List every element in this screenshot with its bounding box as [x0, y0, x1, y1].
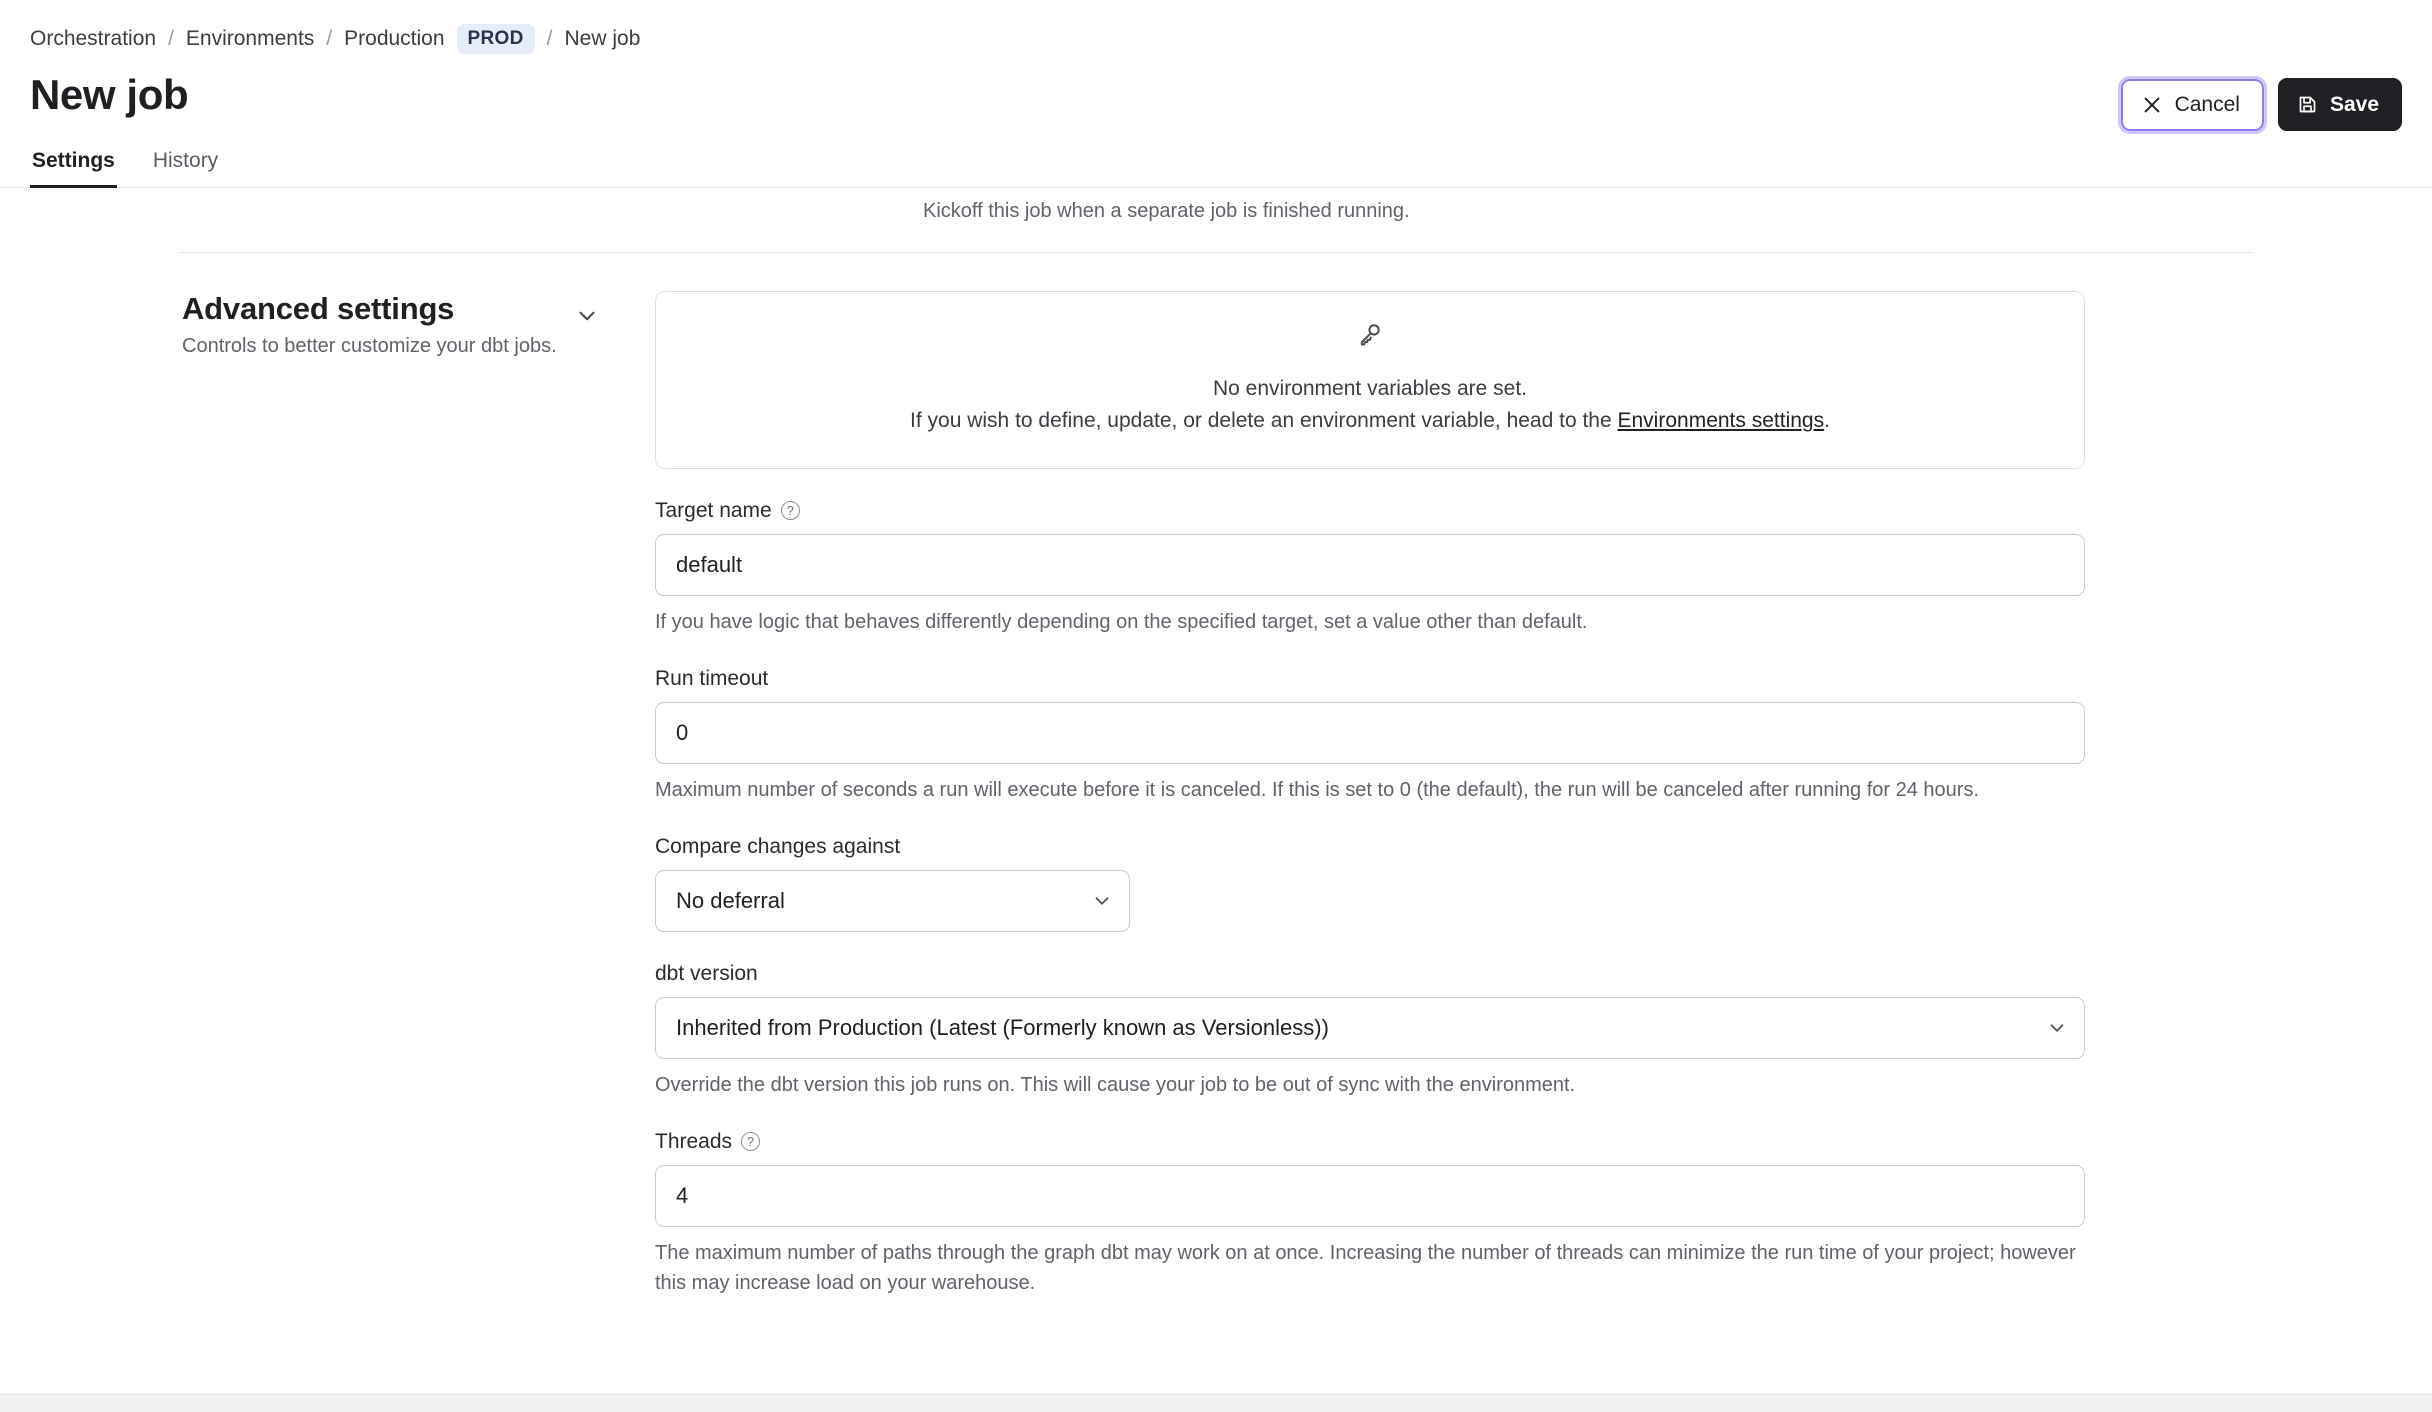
threads-label-row [655, 1130, 2085, 1154]
run-timeout-hint: Maximum number of seconds a run will execute before it is canceled. If this is set to 0 (the default), the run will be canceled after running for 24 hours. [655, 778, 1980, 801]
advanced-settings-subtitle: Controls to better customize your dbt jobs. [182, 335, 557, 357]
settings-content [0, 188, 2432, 1298]
callout-line-2-suffix: . [1824, 409, 1830, 433]
triggers-section-hint: Kickoff this job when a separate job is finished running. [923, 200, 1410, 222]
run-timeout-label: Run timeout [655, 666, 769, 690]
help-icon[interactable]: ? [741, 1132, 760, 1151]
callout-line-2-prefix: If you wish to define, update, or delete an environment variable, head to the [910, 409, 1618, 433]
save-button[interactable] [2278, 78, 2402, 131]
breadcrumb-separator: / [168, 27, 174, 50]
breadcrumb-item-environments[interactable]: Environments [185, 27, 315, 50]
advanced-settings-fields [655, 291, 2085, 1298]
target-name-hint: If you have logic that behaves differently depending on the specified target, set a value other than default. [655, 610, 1588, 633]
page-title: New job [30, 71, 189, 118]
target-name-label: Target name [655, 498, 772, 522]
compare-changes-select[interactable] [655, 870, 1130, 932]
compare-changes-label-row [655, 835, 2085, 859]
target-name-input[interactable]: default [655, 534, 2085, 596]
advanced-settings-description [30, 291, 655, 1298]
page-header [0, 56, 2432, 131]
run-timeout-label-row [655, 667, 2085, 691]
dbt-version-hint: Override the dbt version this job runs on. This will cause your job to be out of sync with the environment. [655, 1073, 1576, 1096]
close-icon [2141, 94, 2163, 116]
breadcrumb [0, 0, 2432, 56]
dbt-version-label-row [655, 962, 2085, 986]
target-name-label-row [655, 499, 2085, 523]
cancel-button-label: Cancel [2174, 93, 2240, 116]
dbt-version-value: Inherited from Production (Latest (Formerly known as Versionless)) [676, 1014, 1329, 1040]
tab-history[interactable] [151, 149, 220, 187]
breadcrumb-item-orchestration[interactable]: Orchestration [30, 27, 157, 50]
dbt-version-field [655, 962, 2085, 1100]
threads-input[interactable]: 4 [655, 1165, 2085, 1227]
advanced-settings-heading: Advanced settings [182, 291, 455, 326]
breadcrumb-separator: / [326, 27, 333, 50]
environment-variables-callout [655, 291, 2085, 469]
cancel-button[interactable] [2121, 79, 2264, 131]
environments-settings-link[interactable]: Environments settings [1617, 409, 1825, 433]
callout-line-1: No environment variables are set. [1213, 376, 1527, 400]
save-disk-icon [2297, 94, 2318, 115]
tab-history-label: History [152, 149, 219, 172]
threads-label: Threads [655, 1129, 733, 1153]
run-timeout-input[interactable]: 0 [655, 702, 2085, 764]
help-icon[interactable]: ? [781, 501, 800, 520]
dbt-version-select[interactable] [655, 997, 2085, 1059]
header-actions [2121, 72, 2402, 131]
callout-line-2 [680, 405, 2060, 438]
breadcrumb-separator: / [546, 27, 553, 50]
target-name-field [655, 499, 2085, 637]
compare-changes-field [655, 835, 2085, 932]
tab-settings[interactable] [30, 149, 117, 187]
chevron-down-icon[interactable] [574, 303, 600, 334]
breadcrumb-item-production[interactable]: Production [344, 27, 445, 50]
chevron-down-icon [1091, 890, 1113, 912]
breadcrumb-badge-prod: PROD [457, 24, 535, 54]
breadcrumb-item-new-job: New job [564, 27, 641, 50]
tab-settings-label: Settings [32, 149, 115, 172]
compare-changes-value: No deferral [676, 887, 785, 913]
tab-bar [0, 131, 2432, 188]
advanced-settings-section [30, 253, 2402, 1298]
compare-changes-label: Compare changes against [655, 834, 901, 858]
save-button-label: Save [2329, 93, 2379, 116]
threads-field [655, 1130, 2085, 1298]
dbt-version-label: dbt version [655, 961, 758, 985]
chevron-down-icon [2046, 1017, 2068, 1039]
threads-hint: The maximum number of paths through the graph dbt may work on at once. Increasing the number of threads can minimize the run time of your project; however this may increase load on your warehouse. [655, 1241, 2076, 1294]
run-timeout-field [655, 667, 2085, 805]
bottom-status-bar [0, 1394, 2432, 1412]
key-icon [680, 320, 2060, 359]
